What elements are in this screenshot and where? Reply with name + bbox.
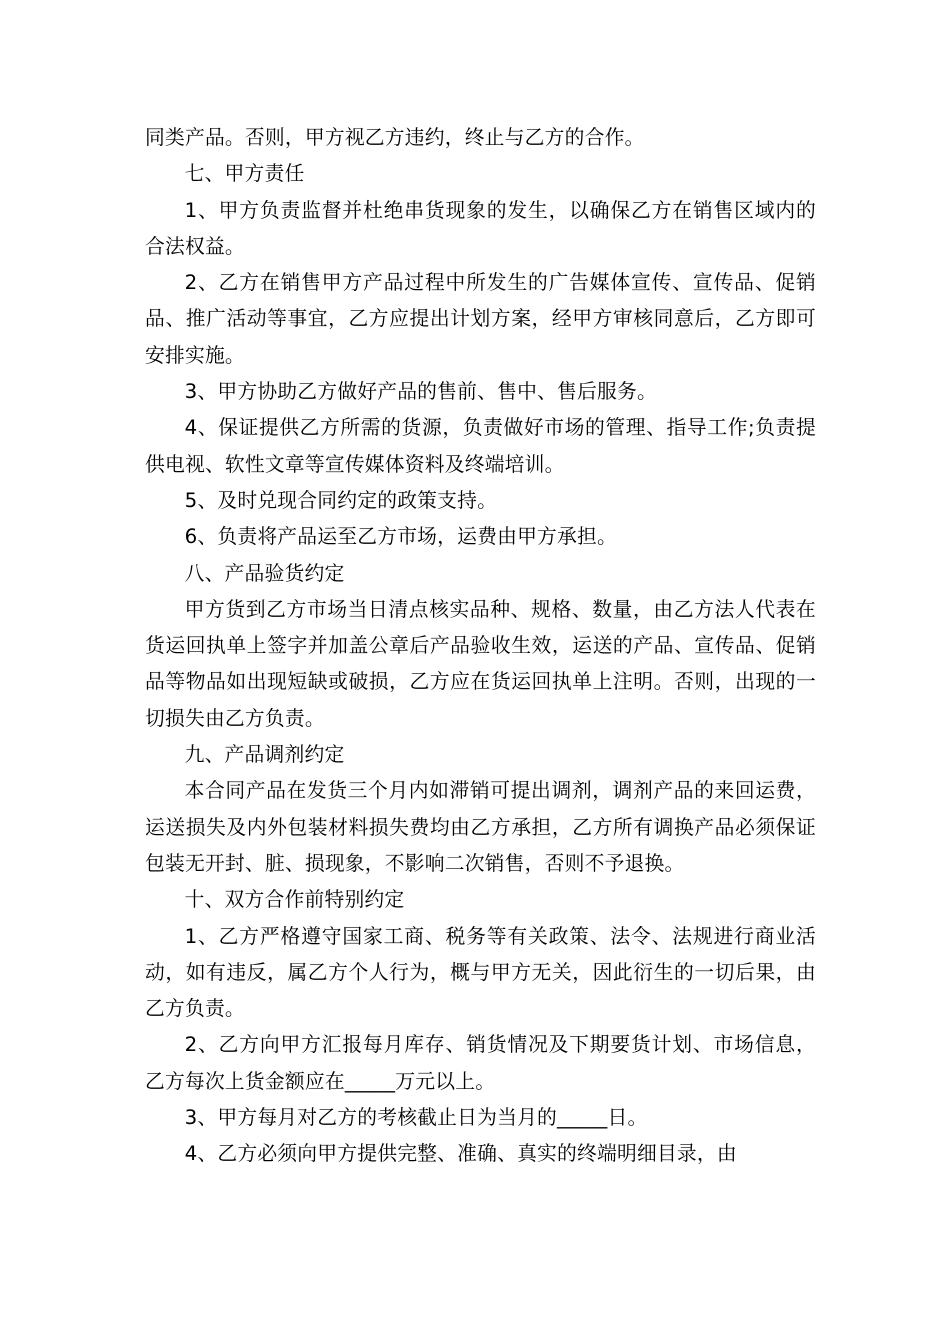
clause-7-2: 2、乙方在销售甲方产品过程中所发生的广告媒体宣传、宣传品、促销品、推广活动等事宜，乙方应提出计划方案，经甲方审核同意后，乙方即可安排实施。 xyxy=(145,271,816,367)
clause-10-2: 2、乙方向甲方汇报每月库存、销货情况及下期要货计划、市场信息，乙方每次上货金额应在_____万元以上。 xyxy=(145,1033,816,1093)
clause-9-body: 本合同产品在发货三个月内如滞销可提出调剂，调剂产品的来回运费，运送损失及内外包装材料损失费均由乙方承担，乙方所有调换产品必须保证包装无开封、脏、损现象，不影响二次销售，否则不予退换。 xyxy=(145,779,816,875)
paragraph-continuation: 同类产品。否则，甲方视乙方违约，终止与乙方的合作。 xyxy=(145,126,645,149)
clause-10-4: 4、乙方必须向甲方提供完整、准确、真实的终端明细目录，由 xyxy=(184,1142,737,1166)
section-heading-9: 九、产品调剂约定 xyxy=(184,743,345,767)
clause-7-1: 1、甲方负责监督并杜绝串货现象的发生，以确保乙方在销售区域内的合法权益。 xyxy=(145,198,816,258)
clause-8-body: 甲方货到乙方市场当日清点核实品种、规格、数量，由乙方法人代表在货运回执单上签字并加盖公章后产品验收生效，运送的产品、宣传品、促销品等物品如出现短缺或破损，乙方应在货运回执单上注明。否则，出现的一切损失由乙方负责。 xyxy=(145,597,816,730)
clause-10-1: 1、乙方严格遵守国家工商、税务等有关政策、法令、法规进行商业活动，如有违反，属乙方个人行为，概与甲方无关，因此衍生的一切后果，由乙方负责。 xyxy=(145,924,816,1021)
clause-10-3: 3、甲方每月对乙方的考核截止日为当月的_____日。 xyxy=(184,1106,648,1130)
clause-7-4: 4、保证提供乙方所需的货源，负责做好市场的管理、指导工作;负责提供电视、软性文章等宣传媒体资料及终端培训。 xyxy=(145,416,816,476)
clause-7-3: 3、甲方协助乙方做好产品的售前、售中、售后服务。 xyxy=(184,380,657,404)
section-heading-8: 八、产品验货约定 xyxy=(184,561,345,585)
section-heading-7: 七、甲方责任 xyxy=(184,162,305,186)
clause-7-5: 5、及时兑现合同约定的政策支持。 xyxy=(184,488,498,512)
section-heading-10: 十、双方合作前特别约定 xyxy=(184,888,405,912)
clause-7-6: 6、负责将产品运至乙方市场，运费由甲方承担。 xyxy=(184,525,617,549)
document-body xyxy=(145,120,816,1173)
